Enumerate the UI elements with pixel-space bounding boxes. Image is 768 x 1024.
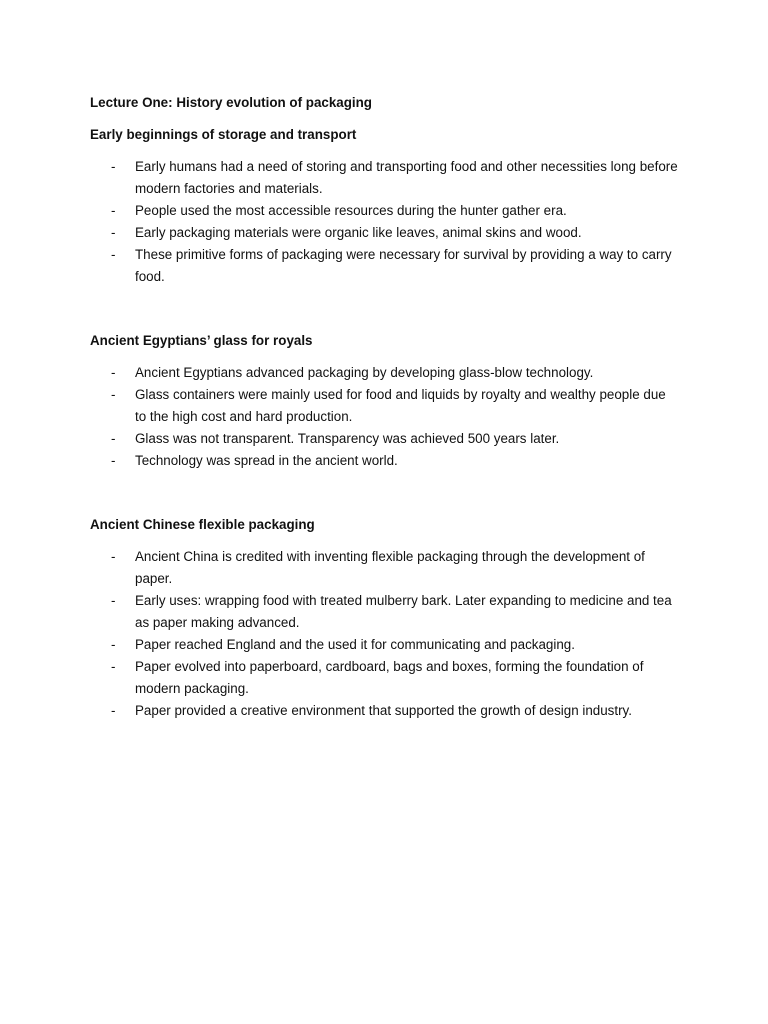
bullet-dash: -	[111, 225, 116, 240]
list-item	[90, 450, 680, 472]
bullet-dash: -	[111, 593, 116, 608]
list-item	[90, 590, 680, 634]
list-item	[90, 700, 680, 722]
list-item-text: Ancient Egyptians advanced packaging by developing glass-blow technology.	[135, 365, 594, 380]
bullet-dash: -	[111, 431, 116, 446]
bullet-dash: -	[111, 365, 116, 380]
section-spacer	[90, 472, 680, 514]
bullet-dash: -	[111, 387, 116, 402]
list-item	[90, 546, 680, 590]
document-title: Lecture One: History evolution of packaging	[90, 95, 372, 110]
section-spacer	[90, 288, 680, 330]
list-item	[90, 362, 680, 384]
list-item-text: Glass was not transparent. Transparency was achieved 500 years later.	[135, 431, 560, 446]
bullet-dash: -	[111, 453, 116, 468]
bullet-dash: -	[111, 549, 116, 564]
list-item-text: Early packaging materials were organic like leaves, animal skins and wood.	[135, 225, 582, 240]
list-item	[90, 634, 680, 656]
bullet-dash: -	[111, 247, 116, 262]
list-item	[90, 428, 680, 450]
bullet-dash: -	[111, 159, 116, 174]
bullet-dash: -	[111, 203, 116, 218]
list-item-text: Early uses: wrapping food with treated mulberry bark. Later expanding to medicine and tea as paper making advanced.	[135, 593, 672, 630]
document-body	[90, 92, 680, 722]
list-item-text: Ancient China is credited with inventing flexible packaging through the development of paper.	[135, 549, 645, 586]
list-item	[90, 222, 680, 244]
bullet-list-ancient-egyptians	[90, 362, 680, 472]
bullet-dash: -	[111, 659, 116, 674]
list-item-text: Paper provided a creative environment that supported the growth of design industry.	[135, 703, 632, 718]
bullet-dash: -	[111, 637, 116, 652]
bullet-list-ancient-chinese	[90, 546, 680, 722]
list-item	[90, 156, 680, 200]
bullet-dash: -	[111, 703, 116, 718]
list-item	[90, 656, 680, 700]
list-item	[90, 200, 680, 222]
section-heading-ancient-egyptians: Ancient Egyptians’ glass for royals	[90, 333, 313, 348]
section-heading-early-beginnings: Early beginnings of storage and transport	[90, 127, 357, 142]
list-item-text: These primitive forms of packaging were necessary for survival by providing a way to carry food.	[135, 247, 672, 284]
list-item-text: Technology was spread in the ancient world.	[135, 453, 398, 468]
list-item	[90, 384, 680, 428]
section-heading-ancient-chinese: Ancient Chinese flexible packaging	[90, 517, 315, 532]
list-item	[90, 244, 680, 288]
list-item-text: People used the most accessible resources during the hunter gather era.	[135, 203, 567, 218]
list-item-text: Paper reached England and the used it for communicating and packaging.	[135, 637, 575, 652]
list-item-text: Early humans had a need of storing and transporting food and other necessities long before modern factories and materials.	[135, 159, 678, 196]
list-item-text: Glass containers were mainly used for food and liquids by royalty and wealthy people due to the high cost and hard production.	[135, 387, 666, 424]
bullet-list-early-beginnings	[90, 156, 680, 288]
list-item-text: Paper evolved into paperboard, cardboard, bags and boxes, forming the foundation of modern packaging.	[135, 659, 644, 696]
